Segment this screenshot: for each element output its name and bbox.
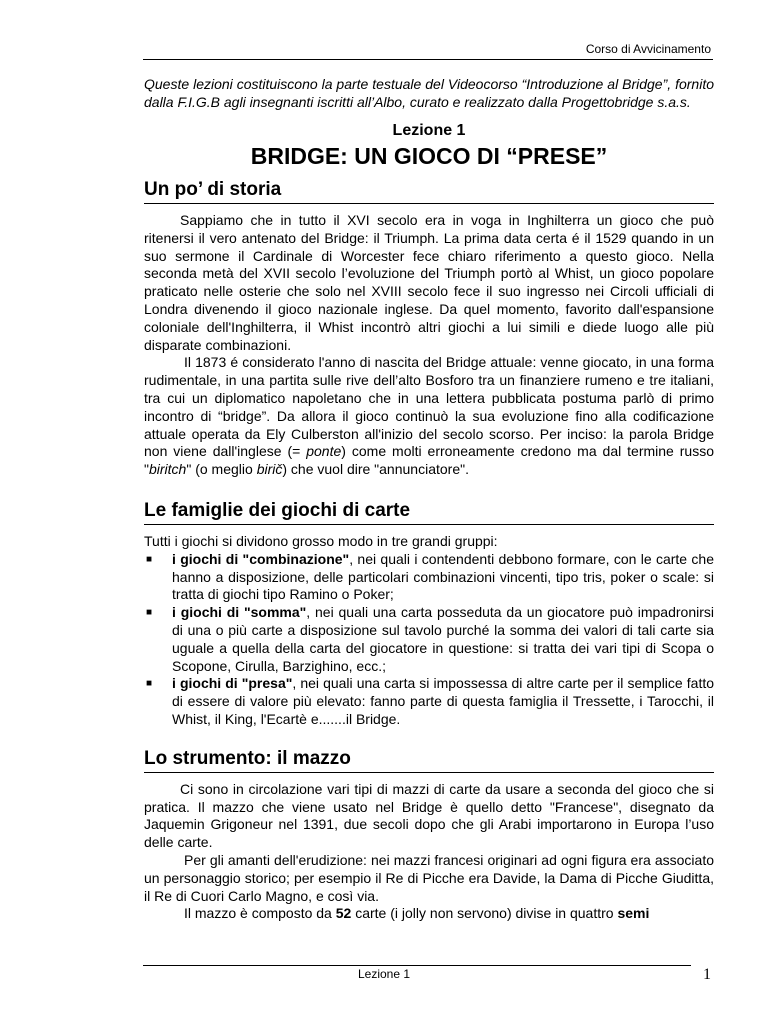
list-item-text: , nei quali una carta si impossessa di altre carte per il semplice fatto di essere di valore più elevato: fanno parte di questa famiglia il Tressette, i Tarocchi, il Whist, il King, l'Ecartè e.......il Bridge.	[172, 675, 715, 727]
bullet-square-icon: ■	[146, 678, 153, 690]
intro-paragraph: Queste lezioni costituiscono la parte testuale del Videocorso “Introduzione al Bridge”, fornito dalla F.I.G.B agli insegnanti iscritti all’Albo, curato e realizzato dalla Progettobridge s.a.s.	[144, 76, 714, 110]
list-item-bold: i giochi di "combinazione"	[172, 550, 350, 567]
list-item	[144, 604, 714, 675]
deck-p3-text-b: carte (i jolly non servono) divise in quattro	[355, 905, 614, 922]
list-item-text: , nei quali una carta posseduta da un giocatore può impadronirsi di una o più carte a disposizione sul tavolo purché la somma dei valori di tali carte sia uguale a quella della carta del giocatore in questione: si tratta dei vari tipi di Scopa o Scopone, Cirulla, Barzighino, ecc.;	[172, 604, 714, 674]
section-history	[144, 178, 714, 479]
deck-paragraph-1: Ci sono in circolazione vari tipi di mazzi di carte da usare a seconda del gioco che si pratica. Il mazzo che viene usato nel Bridge è quello detto "Francese", disegnato da Jaquemin Grigoneur nel 1391, due secoli dopo che gli Arabi importarono in Europa l’uso delle carte.	[144, 780, 714, 851]
section-families-heading: Le famiglie dei giochi di carte	[144, 499, 714, 525]
list-item	[144, 675, 714, 728]
history-p2-biritch: biritch	[148, 461, 187, 478]
footer-label: Lezione 1	[357, 967, 411, 981]
families-list	[144, 551, 714, 729]
history-p2-text-d: ) che vuol dire "annunciatore".	[282, 461, 469, 478]
history-p2-text-b: ) come molti erroneamente credono ma dal termine russo "	[144, 443, 714, 478]
deck-paragraph-3	[144, 905, 714, 923]
history-p2-biric: birič	[256, 461, 283, 478]
families-lead: Tutti i giochi si dividono grosso modo in tre grandi gruppi:	[144, 532, 498, 549]
list-item-text: , nei quali i contendenti debbono formare, con le carte che hanno a disposizione, delle particolari combinazioni vincenti, tipo tris, poker o scale: si tratta di giochi tipo Ramino o Poker;	[172, 550, 715, 603]
history-paragraph-2	[144, 354, 714, 479]
history-p2-text-a: Il 1873 é considerato l'anno di nascita del Bridge attuale: venne giocato, in una forma rudimentale, in una partita sulle rive dell’alto Bosforo tra un finanziere rumeno e tre italiani, tra cui un diplomatico napoletano che in una lettera pubblicata postuma parlò di primo incontro di “bridge”. Da allora il gioco continuò la sua evoluzione fino alla codificazione attuale operata da Ely Culberston all'inizio del secolo scorso. Per inciso: la parola Bridge non viene dall'inglese (=	[144, 354, 714, 460]
bullet-square-icon: ■	[146, 553, 153, 565]
list-item-bold: i giochi di "somma"	[172, 604, 307, 621]
header-rule	[143, 59, 713, 60]
bullet-square-icon: ■	[146, 607, 153, 619]
deck-p3-text-a: Il mazzo è composto da	[184, 905, 332, 922]
history-paragraph-1: Sappiamo che in tutto il XVI secolo era in voga in Inghilterra un gioco che può ritenersi il vero antenato del Bridge: il Triumph. La prima data certa é il 1529 quando in un suo sermone il Cardinale di Worcester fece chiaro riferimento a questo gioco. Nella seconda metà del XVII secolo l’evoluzione del Triumph portò al Whist, un gioco popolare praticato nelle osterie che solo nel XVIII secolo fece il suo ingresso nei Circoli ufficiali di Londra divenendo il gioco nazionale inglese. Da quel momento, favorito dall'espansione coloniale dell'Inghilterra, il Whist incontrò altri giochi a lui simili e diede luogo alle più disparate combinazioni.	[144, 212, 714, 353]
deck-paragraph-2: Per gli amanti dell'erudizione: nei mazzi francesi originari ad ogni figura era associato un personaggio storico; per esempio il Re di Picche era Davide, la Dama di Picche Giuditta, il Re di Cuori Carlo Magno, e così via.	[144, 851, 714, 904]
lesson-label: Lezione 1	[392, 122, 466, 139]
history-p2-ponte: ponte	[306, 443, 342, 460]
header-course-name: Corso di Avvicinamento	[585, 42, 711, 56]
deck-p3-semi: semi	[617, 905, 650, 922]
deck-p3-number: 52	[335, 905, 352, 922]
section-deck-heading: Lo strumento: il mazzo	[144, 747, 714, 773]
page-number: 1	[703, 966, 711, 983]
history-p2-text-c: " (o meglio	[186, 461, 253, 478]
page-title: BRIDGE: UN GIOCO DI “PRESE”	[250, 143, 608, 169]
footer-rule	[143, 965, 691, 966]
section-history-heading: Un po’ di storia	[144, 178, 714, 204]
section-deck	[144, 747, 714, 923]
page-content	[144, 76, 714, 923]
list-item	[144, 551, 714, 604]
section-families	[144, 499, 714, 729]
list-item-bold: i giochi di "presa"	[172, 675, 293, 692]
